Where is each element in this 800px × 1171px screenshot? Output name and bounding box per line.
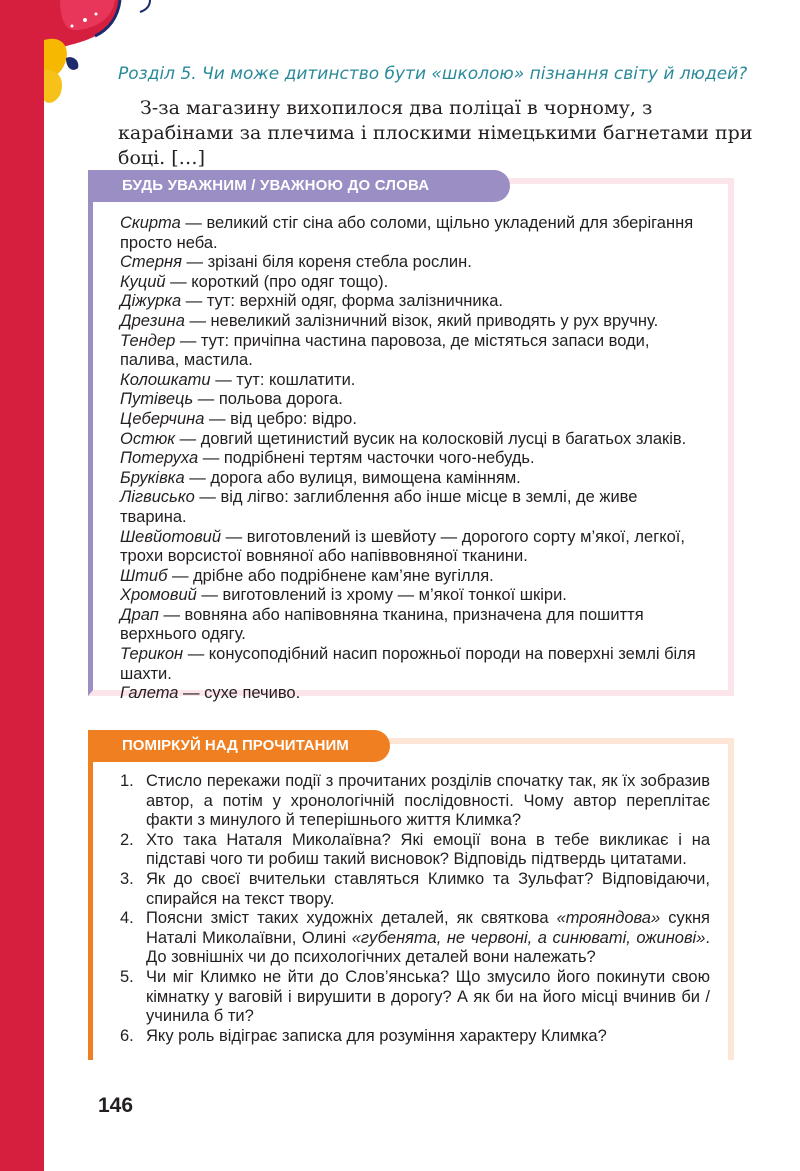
glossary-term: Куций <box>120 272 166 291</box>
glossary-term: Галета <box>120 684 179 703</box>
question-item <box>120 772 710 831</box>
glossary-term: Лігвисько <box>120 488 195 507</box>
glossary-term: Стерня <box>120 253 182 272</box>
glossary-definition: — тут: верхній одяг, форма залізничника. <box>181 292 503 311</box>
intro-text: З-за магазину вихопилося два поліцаї в чорному, з карабінами за плечима і плоскими німецькими багнетами при боці. […] <box>118 97 753 169</box>
question-number: 4. <box>120 909 134 928</box>
glossary-term: Путівець <box>120 390 194 409</box>
glossary-entry <box>120 645 706 684</box>
question-item <box>120 870 710 909</box>
glossary-definition: — конусоподібний насип порожньої породи на поверхні землі біля шахти. <box>120 645 696 683</box>
question-quote: «трояндова» <box>556 909 661 928</box>
question-number: 2. <box>120 830 134 849</box>
glossary-term: Остюк <box>120 429 176 448</box>
glossary-definition: — подрібнені тертям часточки чого-небудь. <box>198 449 535 468</box>
glossary-box <box>88 177 734 703</box>
question-text: сукня Наталі Миколаївни, Олині <box>146 909 710 947</box>
decorative-illustration <box>0 0 190 110</box>
glossary-entry <box>120 273 706 293</box>
question-quote: «губенята, не червоні, а синюваті, ожинові» <box>351 928 706 947</box>
chapter-title: Розділ 5. Чи може дитинство бути «школою» пізнання світу й людей? <box>118 64 748 84</box>
question-number: 5. <box>120 967 134 986</box>
glossary-definition: — дорога або вулиця, вимощена камінням. <box>184 468 521 487</box>
glossary-entry <box>120 390 706 410</box>
glossary-definition: — виготовлений із хрому — м’якої тонкої шкіри. <box>196 586 567 605</box>
glossary-definition: — невеликий залізничний візок, який приводять у рух вручну. <box>184 311 659 330</box>
glossary-entry <box>120 430 706 450</box>
question-number: 3. <box>120 869 134 888</box>
glossary-definition: — тут: кошлатити. <box>210 370 356 389</box>
glossary-definition: — зрізані біля кореня стебла рослин. <box>181 253 472 272</box>
glossary-list <box>120 214 706 704</box>
question-text: Стисло перекажи події з прочитаних розділів спочатку так, як їх зобразив автор, а потім у хронологічній послідовності. Чому автор переплітає факти з минулого й теперішнього життя Климка? <box>146 772 710 830</box>
glossary-term: Бруківка <box>120 468 185 487</box>
questions-heading: ПОМІРКУЙ НАД ПРОЧИТАНИМ <box>88 730 390 762</box>
glossary-definition: — великий стіг сіна або соломи, щільно укладений для зберігання просто неба. <box>120 214 694 252</box>
glossary-term: Колошкати <box>120 370 211 389</box>
glossary-entry <box>120 469 706 489</box>
glossary-entry <box>120 567 706 587</box>
glossary-entry <box>120 684 706 704</box>
question-text: Хто така Наталя Миколаївна? Які емоції вона в тебе викликає і на підставі чого ти робиш такий висновок? Відповідь підтвердь цитатами. <box>146 830 710 869</box>
glossary-term: Діжурка <box>120 292 182 311</box>
glossary-entry <box>120 371 706 391</box>
glossary-entry <box>120 253 706 273</box>
questions-box <box>88 738 734 1060</box>
glossary-heading: БУДЬ УВАЖНИМ / УВАЖНОЮ ДО СЛОВА <box>88 170 510 202</box>
glossary-term: Потеруха <box>120 449 199 468</box>
glossary-definition: — від цебро: відро. <box>204 409 357 428</box>
glossary-definition: — вовняна або напівовняна тканина, призначена для пошиття верхнього одягу. <box>120 605 644 644</box>
glossary-term: Шевйотовий <box>120 527 222 546</box>
glossary-definition: — виготовлений із шевйоту — дорогого сорту м’якої, легкої, трохи ворсистої вовняної або напіввовняної тканини. <box>120 527 685 566</box>
page-number: 146 <box>98 1094 134 1117</box>
glossary-entry <box>120 332 706 371</box>
question-item <box>120 1027 710 1047</box>
glossary-term: Дрезина <box>120 311 185 330</box>
glossary-term: Драп <box>120 605 159 624</box>
glossary-term: Хромовий <box>120 586 197 605</box>
question-number: 1. <box>120 772 134 790</box>
glossary-definition: — дрібне або подрібнене кам’яне вугілля. <box>167 566 494 585</box>
glossary-entry <box>120 449 706 469</box>
glossary-entry <box>120 528 706 567</box>
glossary-term: Скирта <box>120 214 181 232</box>
question-item <box>120 909 710 968</box>
glossary-entry <box>120 488 706 527</box>
glossary-term: Тендер <box>120 331 176 350</box>
glossary-term: Терикон <box>120 645 184 664</box>
glossary-entry <box>120 312 706 332</box>
glossary-entry <box>120 214 706 253</box>
glossary-entry <box>120 292 706 312</box>
glossary-entry <box>120 606 706 645</box>
questions-list <box>120 772 710 1046</box>
question-text: Поясни зміст таких художніх деталей, як святкова <box>146 909 557 928</box>
question-text: Чи міг Климко не йти до Слов’янська? Що змусило його покинути свою кімнатку у ваговій і вирушити в дорогу? А як би на його місці вчинив би / учинила б ти? <box>146 967 710 1026</box>
question-text: Як до своєї вчительки ставляться Климко та Зульфат? Відповідаючи, спирайся на текст твору. <box>146 869 710 908</box>
glossary-definition: — тут: причіпна частина паровоза, де містяться запаси води, палива, мастила. <box>120 331 650 370</box>
glossary-entry <box>120 586 706 606</box>
glossary-definition: — сухе печиво. <box>178 684 301 703</box>
glossary-definition: — від лігво: заглиблення або інше місце в землі, де живе тварина. <box>120 488 638 526</box>
glossary-term: Штиб <box>120 566 168 585</box>
question-text: . До зовнішніх чи до психологічних деталей вони належать? <box>146 928 710 967</box>
question-item <box>120 831 710 870</box>
glossary-term: Цеберчина <box>120 409 205 428</box>
left-color-bar <box>0 0 44 1171</box>
glossary-definition: — довгий щетинистий вусик на колосковій лусці в багатьох злаків. <box>175 429 687 448</box>
question-text: Яку роль відіграє записка для розуміння характеру Климка? <box>146 1026 607 1045</box>
intro-paragraph <box>118 96 758 171</box>
glossary-definition: — короткий (про одяг тощо). <box>165 272 389 291</box>
question-item <box>120 968 710 1027</box>
glossary-definition: — польова дорога. <box>193 390 343 409</box>
glossary-entry <box>120 410 706 430</box>
question-number: 6. <box>120 1026 134 1045</box>
